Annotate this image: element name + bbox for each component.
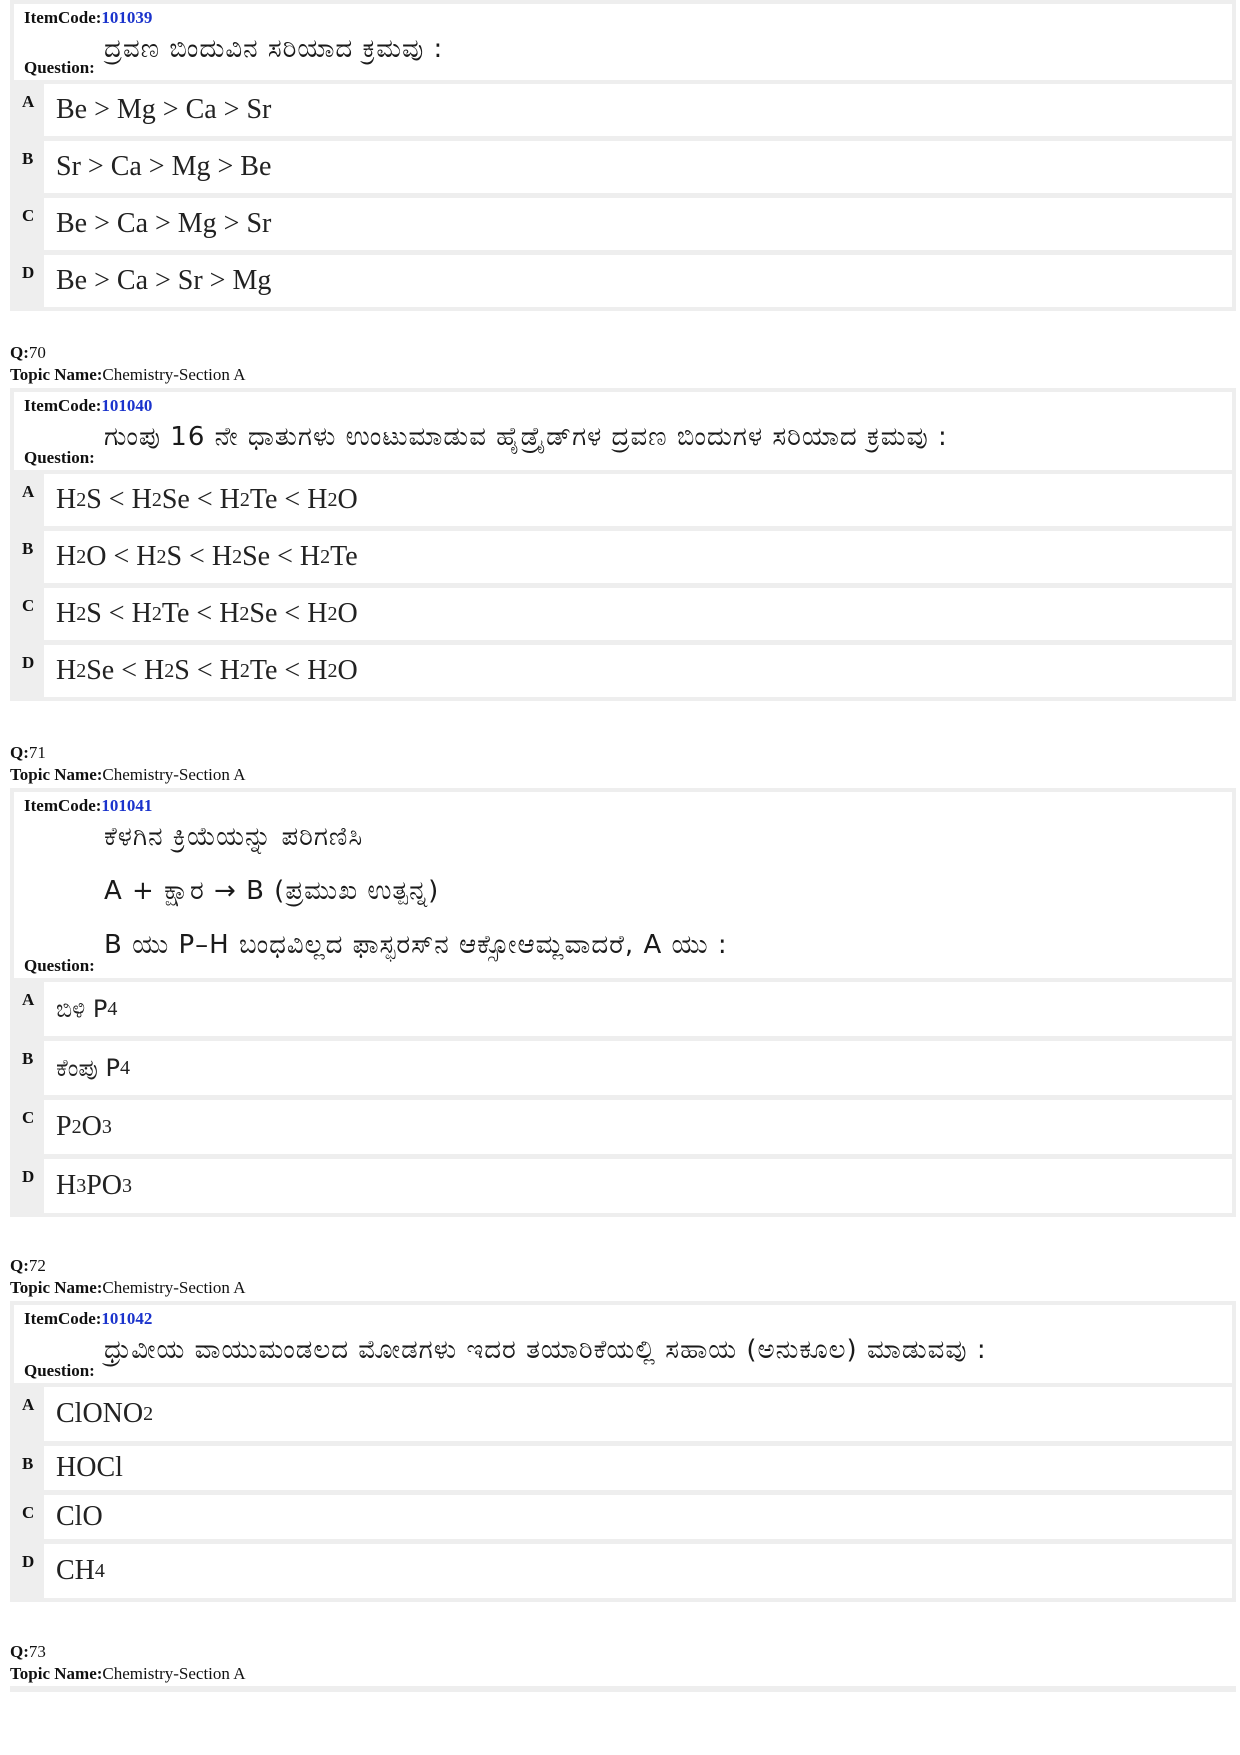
- item-code-label: ItemCode:101040: [24, 396, 153, 415]
- formula-segment: H: [56, 484, 77, 515]
- question-line-2: A + ಕ್ಷಾರ → B (ಪ್ರಮುಖ ಉತ್ಪನ್ನ): [104, 876, 440, 906]
- formula-segment: Se < H: [242, 541, 321, 572]
- option-text: Sr > Ca > Mg > Be: [44, 141, 1232, 193]
- formula-segment: ಬಿಳಿ P: [56, 995, 108, 1023]
- formula-segment: Te < H: [249, 655, 328, 686]
- option-text: ಕೆಂಪು P 4: [44, 1041, 1232, 1095]
- option-letter: A: [22, 1395, 35, 1414]
- option-d[interactable]: [14, 1544, 1232, 1598]
- option-b[interactable]: [14, 141, 1232, 193]
- options-list: [14, 84, 1232, 307]
- formula-segment: Se < H: [86, 655, 165, 686]
- item-code-label: ItemCode:101042: [24, 1309, 153, 1328]
- question-card-101039: [10, 0, 1236, 311]
- formula-segment: Se < H: [161, 484, 240, 515]
- option-b[interactable]: [14, 531, 1232, 583]
- question-row: [14, 1331, 1232, 1383]
- option-letter: C: [22, 1503, 35, 1522]
- option-letter: A: [22, 990, 35, 1009]
- card-top-edge: [10, 1686, 1236, 1692]
- formula-segment: S < H: [166, 541, 233, 572]
- formula-segment: S < H: [174, 655, 240, 686]
- option-b[interactable]: [14, 1446, 1232, 1490]
- formula-segment: ClONO: [56, 1398, 144, 1429]
- item-code-value: 101042: [101, 1309, 153, 1328]
- option-c[interactable]: [14, 588, 1232, 640]
- option-text: H 3 PO 3: [44, 1159, 1232, 1213]
- formula-segment: P: [56, 1111, 72, 1142]
- question-row: [14, 818, 1232, 978]
- option-text: [44, 1495, 1232, 1539]
- formula-segment: O: [337, 655, 358, 686]
- question-header-70: Q:70 Topic Name:Chemistry-Section A: [10, 343, 246, 384]
- option-text: Be > Ca > Mg > Sr: [44, 198, 1232, 250]
- option-d[interactable]: [14, 645, 1232, 697]
- item-code-row: [14, 1305, 1232, 1331]
- option-d[interactable]: [14, 255, 1232, 307]
- option-letter: D: [22, 1167, 35, 1186]
- formula-segment: PO: [86, 1170, 123, 1201]
- question-header-72: Q:72 Topic Name:Chemistry-Section A: [10, 1256, 246, 1297]
- question-number: 72: [28, 1256, 46, 1275]
- option-letter: C: [22, 1108, 35, 1127]
- option-text: ClONO 2: [44, 1387, 1232, 1441]
- options-list: [14, 982, 1232, 1213]
- formula-segment: O: [337, 598, 358, 629]
- option-a[interactable]: [14, 982, 1232, 1036]
- option-text: P 2 O 3: [44, 1100, 1232, 1154]
- option-c[interactable]: [14, 1495, 1232, 1539]
- formula-segment: O < H: [86, 541, 157, 572]
- formula-segment: O: [81, 1111, 102, 1142]
- item-code-value: 101039: [101, 8, 153, 27]
- question-line-1: ಕೆಳಗಿನ ಕ್ರಿಯೆಯನ್ನು ಪರಿಗಣಿಸಿ: [104, 822, 364, 852]
- option-text: [44, 1446, 1232, 1490]
- topic-name: Chemistry-Section A: [102, 1664, 246, 1683]
- formula-segment: S < H: [86, 484, 152, 515]
- option-a[interactable]: [14, 84, 1232, 136]
- item-code-label: ItemCode:101041: [24, 796, 153, 815]
- topic-name: Chemistry-Section A: [102, 765, 246, 784]
- formula-segment: H: [56, 1170, 77, 1201]
- option-c[interactable]: [14, 198, 1232, 250]
- formula-segment: H: [56, 598, 77, 629]
- question-card-101040: [10, 388, 1236, 701]
- item-code-value: 101041: [101, 796, 153, 815]
- question-text: ಗುಂಪು 16 ನೇ ಧಾತುಗಳು ಉಂಟುಮಾಡುವ ಹೈಡ್ರೈಡ್‌ಗಳ ದ್ರವಣ ಬಿಂದುಗಳ ಸರಿಯಾದ ಕ್ರಮವು :: [104, 422, 948, 452]
- question-number: 73: [28, 1642, 46, 1661]
- topic-name: Chemistry-Section A: [102, 365, 246, 384]
- formula-segment: Te < H: [249, 484, 328, 515]
- option-letter: A: [22, 92, 35, 111]
- question-card-101042: [10, 1301, 1236, 1602]
- option-letter: C: [22, 206, 35, 225]
- formula-segment: O: [337, 484, 358, 515]
- option-text: H 2 S < H 2 Se < H 2 Te < H 2 O: [44, 474, 1232, 526]
- question-row: [14, 30, 1232, 80]
- question-number: 70: [28, 343, 46, 362]
- formula-segment: ಕೆಂಪು P: [56, 1054, 121, 1082]
- options-list: [14, 1387, 1232, 1598]
- option-b[interactable]: [14, 1041, 1232, 1095]
- question-number: 71: [28, 743, 46, 762]
- option-letter: D: [22, 263, 35, 282]
- options-list: [14, 474, 1232, 697]
- formula-segment: H: [56, 655, 77, 686]
- option-letter: B: [22, 539, 34, 558]
- option-letter: A: [22, 482, 35, 501]
- formula-segment: HOCl: [56, 1452, 123, 1483]
- option-a[interactable]: [14, 474, 1232, 526]
- formula-segment: CH: [56, 1555, 95, 1586]
- question-header-71: Q:71 Topic Name:Chemistry-Section A: [10, 743, 246, 784]
- formula-segment: Se < H: [249, 598, 328, 629]
- option-a[interactable]: [14, 1387, 1232, 1441]
- question-header-73: Q:73 Topic Name:Chemistry-Section A: [10, 1642, 246, 1683]
- option-text: H 2 S < H 2 Te < H 2 Se < H 2 O: [44, 588, 1232, 640]
- option-letter: B: [22, 1049, 34, 1068]
- item-code-value: 101040: [101, 396, 153, 415]
- option-text: ಬಿಳಿ P 4: [44, 982, 1232, 1036]
- question-line-3: B ಯು P–H ಬಂಧವಿಲ್ಲದ ಫಾಸ್ಫರಸ್‌ನ ಆಕ್ಸೋಆಮ್ಲವಾದರೆ, A ಯು :: [104, 930, 728, 960]
- topic-name: Chemistry-Section A: [102, 1278, 246, 1297]
- question-label: Question:: [24, 956, 95, 975]
- item-code-row: [14, 792, 1232, 818]
- question-label: Question:: [24, 448, 95, 467]
- formula-segment: S < H: [86, 598, 152, 629]
- question-text: ದ್ರವಣ ಬಿಂದುವಿನ ಸರಿಯಾದ ಕ್ರಮವು :: [104, 34, 444, 64]
- item-code-row: [14, 392, 1232, 418]
- question-label: Question:: [24, 58, 95, 77]
- formula-segment: ClO: [56, 1501, 103, 1532]
- formula-segment: Te: [330, 541, 358, 572]
- option-text: H 2 O < H 2 S < H 2 Se < H 2 Te: [44, 531, 1232, 583]
- formula-segment: Te < H: [161, 598, 240, 629]
- option-letter: D: [22, 1552, 35, 1571]
- question-card-101041: [10, 788, 1236, 1217]
- item-code-label: ItemCode:101039: [24, 8, 153, 27]
- option-d[interactable]: [14, 1159, 1232, 1213]
- question-label: Question:: [24, 1361, 95, 1380]
- formula-segment: H: [56, 541, 77, 572]
- option-letter: C: [22, 596, 35, 615]
- option-c[interactable]: [14, 1100, 1232, 1154]
- question-text: ಧ್ರುವೀಯ ವಾಯುಮಂಡಲದ ಮೋಡಗಳು ಇದರ ತಯಾರಿಕೆಯಲ್ಲಿ ಸಹಾಯ (ಅನುಕೂಲ) ಮಾಡುವವು :: [104, 1335, 987, 1365]
- question-row: [14, 418, 1232, 470]
- item-code-row: [14, 4, 1232, 30]
- option-letter: D: [22, 653, 35, 672]
- option-letter: B: [22, 149, 34, 168]
- option-letter: B: [22, 1454, 34, 1473]
- option-text: Be > Ca > Sr > Mg: [44, 255, 1232, 307]
- option-text: H 2 Se < H 2 S < H 2 Te < H 2 O: [44, 645, 1232, 697]
- option-text: CH 4: [44, 1544, 1232, 1598]
- option-text: Be > Mg > Ca > Sr: [44, 84, 1232, 136]
